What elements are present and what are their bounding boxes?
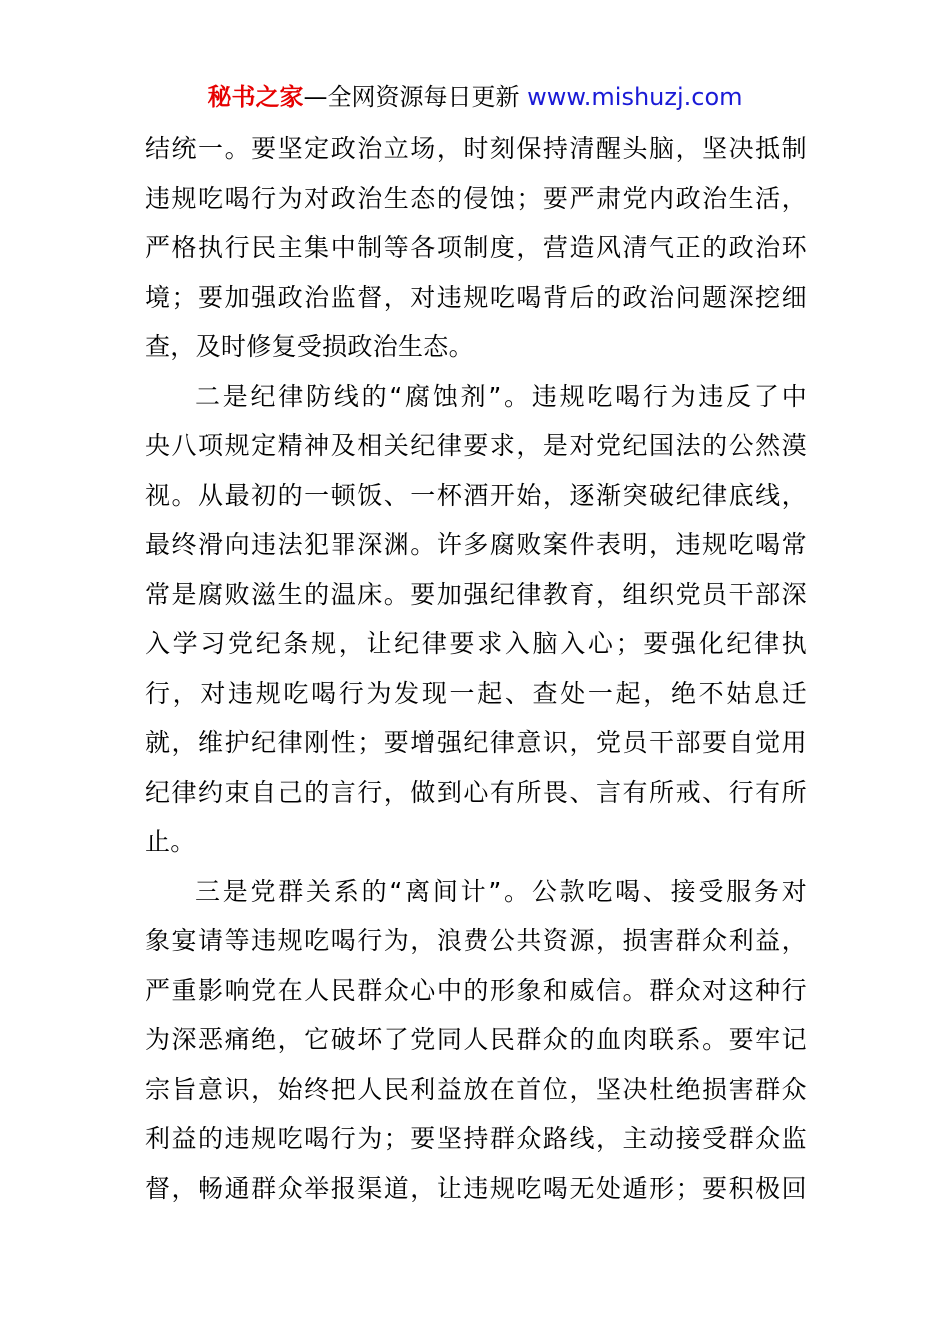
text-line: 为深恶痛绝，它破坏了党同人民群众的血肉联系。要牢记 [145, 1025, 807, 1054]
text-line: 宗旨意识，始终把人民利益放在首位，坚决杜绝损害群众 [145, 1074, 807, 1104]
text-line: 纪律约束自己的言行，做到心有所畏、言有所戒、行有所 [145, 777, 807, 807]
text-line: 视。从最初的一顿饭、一杯酒开始，逐渐突破纪律底线， [145, 480, 807, 510]
text-line: 利益的违规吃喝行为；要坚持群众路线，主动接受群众监 [145, 1124, 807, 1153]
text-line: 三是党群关系的“离间计”。公款吃喝、接受服务对 [195, 876, 807, 906]
paragraph [145, 867, 807, 1214]
paragraph [145, 124, 807, 372]
text-line: 违规吃喝行为对政治生态的侵蚀；要严肃党内政治生活， [145, 183, 807, 213]
text-line: 二是纪律防线的“腐蚀剂”。违规吃喝行为违反了中 [195, 381, 807, 411]
site-url-link[interactable]: www.mishuzj.com [527, 83, 743, 111]
site-brand: 秘书之家 [207, 83, 304, 111]
text-line: 常是腐败滋生的温床。要加强纪律教育，组织党员干部深 [145, 579, 807, 609]
text-line: 最终滑向违法犯罪深渊。许多腐败案件表明，违规吃喝常 [145, 530, 807, 559]
paragraph [145, 372, 807, 867]
text-line: 央八项规定精神及相关纪律要求，是对党纪国法的公然漠 [145, 431, 807, 460]
text-line: 止。 [145, 827, 196, 856]
text-line: 就，维护纪律刚性；要增强纪律意识，党员干部要自觉用 [145, 728, 807, 757]
site-header [0, 80, 950, 114]
text-line: 境；要加强政治监督，对违规吃喝背后的政治问题深挖细 [145, 282, 807, 312]
site-tagline: —全网资源每日更新 [303, 83, 528, 111]
text-line: 查，及时修复受损政治生态。 [145, 332, 474, 361]
document-body [145, 124, 807, 1213]
text-line: 督，畅通群众举报渠道，让违规吃喝无处遁形；要积极回 [145, 1173, 807, 1203]
text-line: 严格执行民主集中制等各项制度，营造风清气正的政治环 [145, 233, 807, 262]
text-line: 入学习党纪条规，让纪律要求入脑入心；要强化纪律执 [145, 629, 807, 658]
text-line: 严重影响党在人民群众心中的形象和威信。群众对这种行 [145, 975, 807, 1005]
text-line: 行，对违规吃喝行为发现一起、查处一起，绝不姑息迁 [145, 678, 807, 708]
text-line: 象宴请等违规吃喝行为，浪费公共资源，损害群众利益， [145, 926, 807, 955]
text-line: 结统一。要坚定政治立场，时刻保持清醒头脑，坚决抵制 [145, 134, 807, 163]
